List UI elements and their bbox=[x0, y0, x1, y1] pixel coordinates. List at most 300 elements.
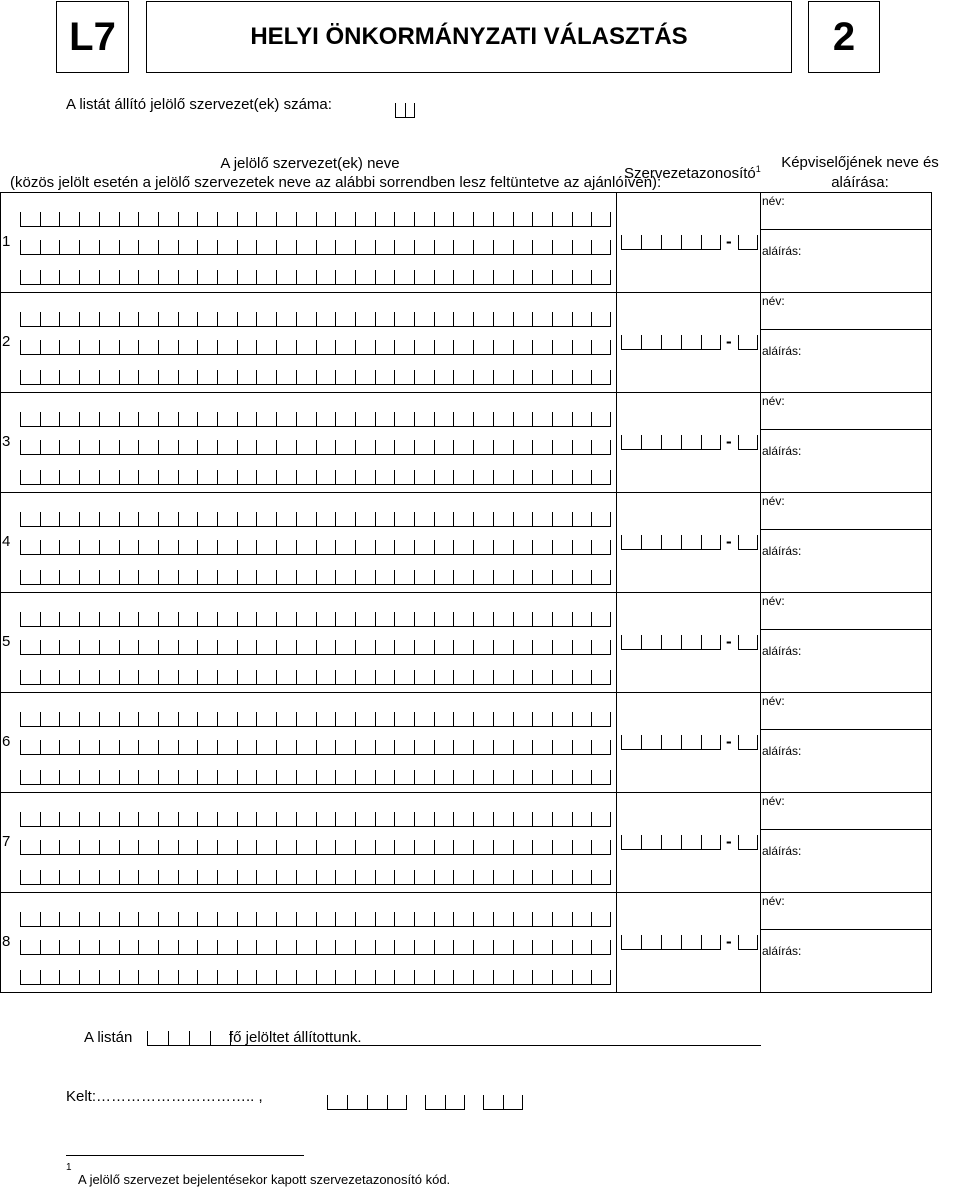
org-id-field-part1[interactable] bbox=[621, 335, 721, 350]
field-cell-tick bbox=[552, 640, 553, 654]
field-cell-tick bbox=[138, 740, 139, 754]
field-cell-tick bbox=[59, 340, 60, 354]
field-cell-tick bbox=[572, 270, 573, 284]
field-cell-tick bbox=[414, 612, 415, 626]
field-cell-tick bbox=[99, 912, 100, 926]
field-cell-tick bbox=[414, 240, 415, 254]
org-name-field[interactable] bbox=[20, 670, 611, 685]
field-cell-tick bbox=[40, 540, 41, 554]
list-count-suffix: fő jelöltet állítottunk. bbox=[229, 1029, 362, 1046]
field-cell-tick bbox=[217, 340, 218, 354]
field-cell-tick bbox=[552, 240, 553, 254]
field-cell-tick bbox=[138, 612, 139, 626]
org-id-field-part1[interactable] bbox=[621, 635, 721, 650]
field-cell-tick bbox=[513, 640, 514, 654]
field-cell-tick bbox=[119, 270, 120, 284]
field-cell-tick bbox=[375, 840, 376, 854]
field-cell-tick bbox=[493, 812, 494, 826]
field-cell-tick bbox=[20, 770, 21, 784]
org-name-field[interactable] bbox=[20, 840, 611, 855]
field-cell-tick bbox=[394, 712, 395, 726]
field-cell-tick bbox=[453, 570, 454, 584]
field-cell-tick bbox=[572, 940, 573, 954]
field-cell-tick bbox=[591, 412, 592, 426]
field-cell-tick bbox=[473, 240, 474, 254]
field-cell-tick bbox=[394, 770, 395, 784]
field-cell-tick bbox=[473, 540, 474, 554]
field-cell-tick bbox=[79, 570, 80, 584]
field-cell-tick bbox=[59, 412, 60, 426]
field-cell-tick bbox=[414, 840, 415, 854]
org-name-field[interactable] bbox=[20, 312, 611, 327]
field-cell-tick bbox=[20, 540, 21, 554]
field-cell-tick bbox=[453, 312, 454, 326]
field-cell-tick bbox=[20, 570, 21, 584]
field-cell-tick bbox=[59, 570, 60, 584]
field-cell-tick bbox=[434, 340, 435, 354]
field-cell-tick bbox=[210, 1031, 211, 1045]
org-name-field[interactable] bbox=[20, 970, 611, 985]
field-cell-tick bbox=[720, 935, 721, 949]
field-cell-tick bbox=[572, 870, 573, 884]
field-cell-tick bbox=[434, 770, 435, 784]
rep-name-line[interactable] bbox=[760, 829, 931, 830]
field-cell-tick bbox=[532, 670, 533, 684]
field-cell-tick bbox=[178, 812, 179, 826]
org-name-field[interactable] bbox=[20, 640, 611, 655]
org-name-field[interactable] bbox=[20, 370, 611, 385]
org-id-dash: - bbox=[726, 532, 732, 551]
field-cell-tick bbox=[99, 840, 100, 854]
field-cell-tick bbox=[316, 570, 317, 584]
field-cell-tick bbox=[453, 212, 454, 226]
field-cell-tick bbox=[414, 512, 415, 526]
field-cell-tick bbox=[453, 740, 454, 754]
field-cell-tick bbox=[40, 670, 41, 684]
field-cell-tick bbox=[99, 440, 100, 454]
field-cell-tick bbox=[189, 1031, 190, 1045]
org-id-field-part2[interactable] bbox=[738, 435, 758, 450]
field-cell-tick bbox=[473, 912, 474, 926]
field-cell-tick bbox=[434, 640, 435, 654]
field-cell-tick bbox=[119, 512, 120, 526]
field-cell-tick bbox=[414, 640, 415, 654]
field-cell-tick bbox=[355, 512, 356, 526]
field-cell-tick bbox=[493, 612, 494, 626]
field-cell-tick bbox=[473, 512, 474, 526]
org-id-field-part2[interactable] bbox=[738, 835, 758, 850]
field-cell-tick bbox=[355, 840, 356, 854]
field-cell-tick bbox=[720, 435, 721, 449]
field-cell-tick bbox=[237, 940, 238, 954]
field-cell-tick bbox=[335, 940, 336, 954]
field-cell-tick bbox=[375, 740, 376, 754]
field-cell-tick bbox=[99, 340, 100, 354]
field-cell-tick bbox=[276, 640, 277, 654]
field-cell-tick bbox=[197, 670, 198, 684]
field-cell-tick bbox=[138, 212, 139, 226]
field-cell-tick bbox=[256, 570, 257, 584]
field-cell-tick bbox=[158, 870, 159, 884]
field-cell-tick bbox=[197, 340, 198, 354]
field-cell-tick bbox=[591, 812, 592, 826]
field-cell-tick bbox=[532, 640, 533, 654]
field-cell-tick bbox=[59, 940, 60, 954]
title-box bbox=[146, 1, 792, 73]
field-cell-tick bbox=[572, 612, 573, 626]
field-cell-tick bbox=[661, 835, 662, 849]
field-cell-tick bbox=[138, 370, 139, 384]
field-cell-tick bbox=[40, 412, 41, 426]
field-cell-tick bbox=[158, 212, 159, 226]
field-cell-tick bbox=[572, 812, 573, 826]
field-cell-tick bbox=[276, 412, 277, 426]
field-cell-tick bbox=[20, 970, 21, 984]
row-number: 5 bbox=[2, 633, 11, 650]
field-cell-tick bbox=[99, 870, 100, 884]
field-cell-tick bbox=[394, 312, 395, 326]
org-name-field[interactable] bbox=[20, 540, 611, 555]
field-cell-tick bbox=[355, 340, 356, 354]
field-cell-tick bbox=[296, 912, 297, 926]
field-cell-tick bbox=[178, 940, 179, 954]
field-cell-tick bbox=[316, 512, 317, 526]
field-cell-tick bbox=[99, 740, 100, 754]
rep-name-line[interactable] bbox=[760, 429, 931, 430]
date-month-field[interactable] bbox=[425, 1095, 465, 1110]
field-cell-tick bbox=[256, 340, 257, 354]
field-cell-tick bbox=[99, 312, 100, 326]
field-cell-tick bbox=[256, 712, 257, 726]
field-cell-tick bbox=[552, 370, 553, 384]
field-cell-tick bbox=[394, 570, 395, 584]
org-id-field-part1[interactable] bbox=[621, 735, 721, 750]
org-id-field-part1[interactable] bbox=[621, 235, 721, 250]
field-cell-tick bbox=[532, 412, 533, 426]
rep-name-line[interactable] bbox=[760, 529, 931, 530]
org-id-field-part2[interactable] bbox=[738, 635, 758, 650]
org-name-field[interactable] bbox=[20, 212, 611, 227]
org-id-field-part2[interactable] bbox=[738, 335, 758, 350]
field-cell-tick bbox=[532, 770, 533, 784]
field-cell-tick bbox=[138, 540, 139, 554]
field-cell-tick bbox=[394, 812, 395, 826]
field-cell-tick bbox=[237, 770, 238, 784]
org-name-field[interactable] bbox=[20, 940, 611, 955]
field-cell-tick bbox=[178, 640, 179, 654]
field-cell-tick bbox=[621, 935, 622, 949]
field-cell-tick bbox=[119, 870, 120, 884]
field-cell-tick bbox=[276, 970, 277, 984]
field-cell-tick bbox=[158, 970, 159, 984]
field-cell-tick bbox=[197, 812, 198, 826]
field-cell-tick bbox=[316, 340, 317, 354]
field-cell-tick bbox=[355, 240, 356, 254]
date-day-field[interactable] bbox=[483, 1095, 523, 1110]
field-cell-tick bbox=[375, 912, 376, 926]
field-cell-tick bbox=[434, 270, 435, 284]
field-cell-tick bbox=[276, 612, 277, 626]
field-cell-tick bbox=[681, 435, 682, 449]
field-cell-tick bbox=[99, 540, 100, 554]
field-cell-tick bbox=[59, 470, 60, 484]
org-name-field[interactable] bbox=[20, 512, 611, 527]
field-cell-tick bbox=[453, 670, 454, 684]
field-cell-tick bbox=[79, 412, 80, 426]
field-cell-tick bbox=[217, 840, 218, 854]
org-id-field-part2[interactable] bbox=[738, 735, 758, 750]
field-cell-tick bbox=[493, 312, 494, 326]
field-cell-tick bbox=[532, 840, 533, 854]
field-cell-tick bbox=[59, 670, 60, 684]
field-cell-tick bbox=[138, 240, 139, 254]
field-cell-tick bbox=[552, 912, 553, 926]
field-cell-tick bbox=[591, 470, 592, 484]
field-cell-tick bbox=[237, 370, 238, 384]
field-cell-tick bbox=[375, 570, 376, 584]
rep-name-line[interactable] bbox=[760, 729, 931, 730]
field-cell-tick bbox=[335, 212, 336, 226]
field-cell-tick bbox=[355, 970, 356, 984]
org-name-field[interactable] bbox=[20, 912, 611, 927]
field-cell-tick bbox=[178, 540, 179, 554]
field-cell-tick bbox=[610, 540, 611, 554]
field-cell-tick bbox=[20, 812, 21, 826]
field-cell-tick bbox=[375, 640, 376, 654]
field-cell-tick bbox=[99, 270, 100, 284]
field-cell-tick bbox=[178, 670, 179, 684]
field-cell-tick bbox=[119, 470, 120, 484]
field-cell-tick bbox=[296, 512, 297, 526]
field-cell-tick bbox=[453, 812, 454, 826]
field-cell-tick bbox=[464, 1095, 465, 1109]
field-cell-tick bbox=[414, 712, 415, 726]
rep-name-label: név: bbox=[762, 194, 785, 208]
field-cell-tick bbox=[394, 270, 395, 284]
date-year-field[interactable] bbox=[327, 1095, 407, 1110]
field-cell-tick bbox=[40, 812, 41, 826]
field-cell-tick bbox=[20, 612, 21, 626]
table-border-top bbox=[0, 192, 932, 193]
field-cell-tick bbox=[572, 840, 573, 854]
field-cell-tick bbox=[493, 512, 494, 526]
field-cell-tick bbox=[394, 240, 395, 254]
org-name-field[interactable] bbox=[20, 870, 611, 885]
org-id-field-part2[interactable] bbox=[738, 235, 758, 250]
field-cell-tick bbox=[414, 740, 415, 754]
field-cell-tick bbox=[79, 612, 80, 626]
org-name-field[interactable] bbox=[20, 812, 611, 827]
field-cell-tick bbox=[40, 740, 41, 754]
field-cell-tick bbox=[572, 470, 573, 484]
field-cell-tick bbox=[720, 835, 721, 849]
org-count-field[interactable] bbox=[395, 103, 415, 118]
rep-name-line[interactable] bbox=[760, 229, 931, 230]
rep-name-line[interactable] bbox=[760, 929, 931, 930]
field-cell-tick bbox=[40, 240, 41, 254]
field-cell-tick bbox=[20, 270, 21, 284]
org-id-field-part1[interactable] bbox=[621, 935, 721, 950]
org-id-field-part1[interactable] bbox=[621, 535, 721, 550]
field-cell-tick bbox=[610, 440, 611, 454]
field-cell-tick bbox=[572, 570, 573, 584]
org-id-field-part2[interactable] bbox=[738, 535, 758, 550]
field-cell-tick bbox=[355, 770, 356, 784]
field-cell-tick bbox=[757, 335, 758, 349]
field-cell-tick bbox=[434, 912, 435, 926]
org-name-field[interactable] bbox=[20, 412, 611, 427]
field-cell-tick bbox=[513, 570, 514, 584]
org-id-field-part1[interactable] bbox=[621, 835, 721, 850]
field-cell-tick bbox=[237, 570, 238, 584]
field-cell-tick bbox=[681, 635, 682, 649]
field-cell-tick bbox=[591, 270, 592, 284]
field-cell-tick bbox=[572, 770, 573, 784]
field-cell-tick bbox=[681, 735, 682, 749]
field-cell-tick bbox=[119, 970, 120, 984]
org-id-field-part1[interactable] bbox=[621, 435, 721, 450]
org-name-field[interactable] bbox=[20, 470, 611, 485]
org-name-field[interactable] bbox=[20, 270, 611, 285]
field-cell-tick bbox=[316, 640, 317, 654]
field-cell-tick bbox=[610, 370, 611, 384]
org-name-field[interactable] bbox=[20, 740, 611, 755]
field-cell-tick bbox=[217, 912, 218, 926]
field-cell-tick bbox=[217, 370, 218, 384]
org-id-dash: - bbox=[726, 432, 732, 451]
field-cell-tick bbox=[375, 212, 376, 226]
field-cell-tick bbox=[20, 240, 21, 254]
field-cell-tick bbox=[375, 970, 376, 984]
field-cell-tick bbox=[197, 640, 198, 654]
field-cell-tick bbox=[197, 370, 198, 384]
field-cell-tick bbox=[572, 970, 573, 984]
field-cell-tick bbox=[276, 840, 277, 854]
field-cell-tick bbox=[591, 612, 592, 626]
row-number: 1 bbox=[2, 233, 11, 250]
field-cell-tick bbox=[335, 570, 336, 584]
field-cell-tick bbox=[197, 940, 198, 954]
org-name-field[interactable] bbox=[20, 440, 611, 455]
rep-name-line[interactable] bbox=[760, 329, 931, 330]
field-cell-tick bbox=[473, 770, 474, 784]
field-cell-tick bbox=[158, 240, 159, 254]
field-cell-tick bbox=[59, 840, 60, 854]
field-cell-tick bbox=[20, 312, 21, 326]
field-cell-tick bbox=[610, 240, 611, 254]
field-cell-tick bbox=[316, 770, 317, 784]
field-cell-tick bbox=[217, 812, 218, 826]
field-cell-tick bbox=[256, 740, 257, 754]
field-cell-tick bbox=[375, 670, 376, 684]
field-cell-tick bbox=[701, 535, 702, 549]
field-cell-tick bbox=[425, 1095, 426, 1109]
field-cell-tick bbox=[473, 612, 474, 626]
field-cell-tick bbox=[59, 740, 60, 754]
field-cell-tick bbox=[296, 670, 297, 684]
field-cell-tick bbox=[552, 740, 553, 754]
field-cell-tick bbox=[453, 840, 454, 854]
field-cell-tick bbox=[406, 1095, 407, 1109]
list-count-field[interactable] bbox=[147, 1031, 209, 1046]
field-cell-tick bbox=[119, 412, 120, 426]
rep-signature-label: aláírás: bbox=[762, 944, 802, 958]
field-cell-tick bbox=[394, 440, 395, 454]
org-name-field[interactable] bbox=[20, 340, 611, 355]
field-cell-tick bbox=[197, 540, 198, 554]
field-cell-tick bbox=[217, 712, 218, 726]
field-cell-tick bbox=[757, 735, 758, 749]
field-cell-tick bbox=[335, 712, 336, 726]
org-name-field[interactable] bbox=[20, 712, 611, 727]
field-cell-tick bbox=[158, 740, 159, 754]
field-cell-tick bbox=[701, 735, 702, 749]
field-cell-tick bbox=[237, 740, 238, 754]
field-cell-tick bbox=[217, 440, 218, 454]
row-divider bbox=[0, 692, 932, 693]
field-cell-tick bbox=[217, 940, 218, 954]
field-cell-tick bbox=[493, 440, 494, 454]
org-name-field[interactable] bbox=[20, 770, 611, 785]
rep-name-line[interactable] bbox=[760, 629, 931, 630]
field-cell-tick bbox=[445, 1095, 446, 1109]
field-cell-tick bbox=[621, 335, 622, 349]
field-cell-tick bbox=[99, 612, 100, 626]
field-cell-tick bbox=[513, 740, 514, 754]
field-cell-tick bbox=[256, 670, 257, 684]
field-cell-tick bbox=[591, 540, 592, 554]
field-cell-tick bbox=[738, 235, 739, 249]
field-cell-tick bbox=[335, 870, 336, 884]
field-cell-tick bbox=[276, 570, 277, 584]
row-divider bbox=[0, 492, 932, 493]
field-cell-tick bbox=[375, 812, 376, 826]
field-cell-tick bbox=[493, 270, 494, 284]
field-cell-tick bbox=[158, 312, 159, 326]
field-cell-tick bbox=[513, 870, 514, 884]
field-cell-tick bbox=[40, 712, 41, 726]
field-cell-tick bbox=[197, 512, 198, 526]
org-name-field[interactable] bbox=[20, 612, 611, 627]
field-cell-tick bbox=[347, 1095, 348, 1109]
field-cell-tick bbox=[453, 412, 454, 426]
field-cell-tick bbox=[610, 212, 611, 226]
field-cell-tick bbox=[119, 670, 120, 684]
field-cell-tick bbox=[119, 912, 120, 926]
field-cell-tick bbox=[375, 712, 376, 726]
field-cell-tick bbox=[513, 612, 514, 626]
field-cell-tick bbox=[641, 935, 642, 949]
field-cell-tick bbox=[59, 912, 60, 926]
field-cell-tick bbox=[158, 412, 159, 426]
field-cell-tick bbox=[59, 240, 60, 254]
org-name-field[interactable] bbox=[20, 570, 611, 585]
org-id-field-part2[interactable] bbox=[738, 935, 758, 950]
field-cell-tick bbox=[178, 440, 179, 454]
field-cell-tick bbox=[591, 212, 592, 226]
org-name-field[interactable] bbox=[20, 240, 611, 255]
field-cell-tick bbox=[681, 235, 682, 249]
field-cell-tick bbox=[621, 835, 622, 849]
field-cell-tick bbox=[178, 870, 179, 884]
field-cell-tick bbox=[513, 440, 514, 454]
field-cell-tick bbox=[276, 740, 277, 754]
field-cell-tick bbox=[138, 570, 139, 584]
field-cell-tick bbox=[473, 412, 474, 426]
field-cell-tick bbox=[414, 412, 415, 426]
field-cell-tick bbox=[59, 440, 60, 454]
field-cell-tick bbox=[237, 312, 238, 326]
